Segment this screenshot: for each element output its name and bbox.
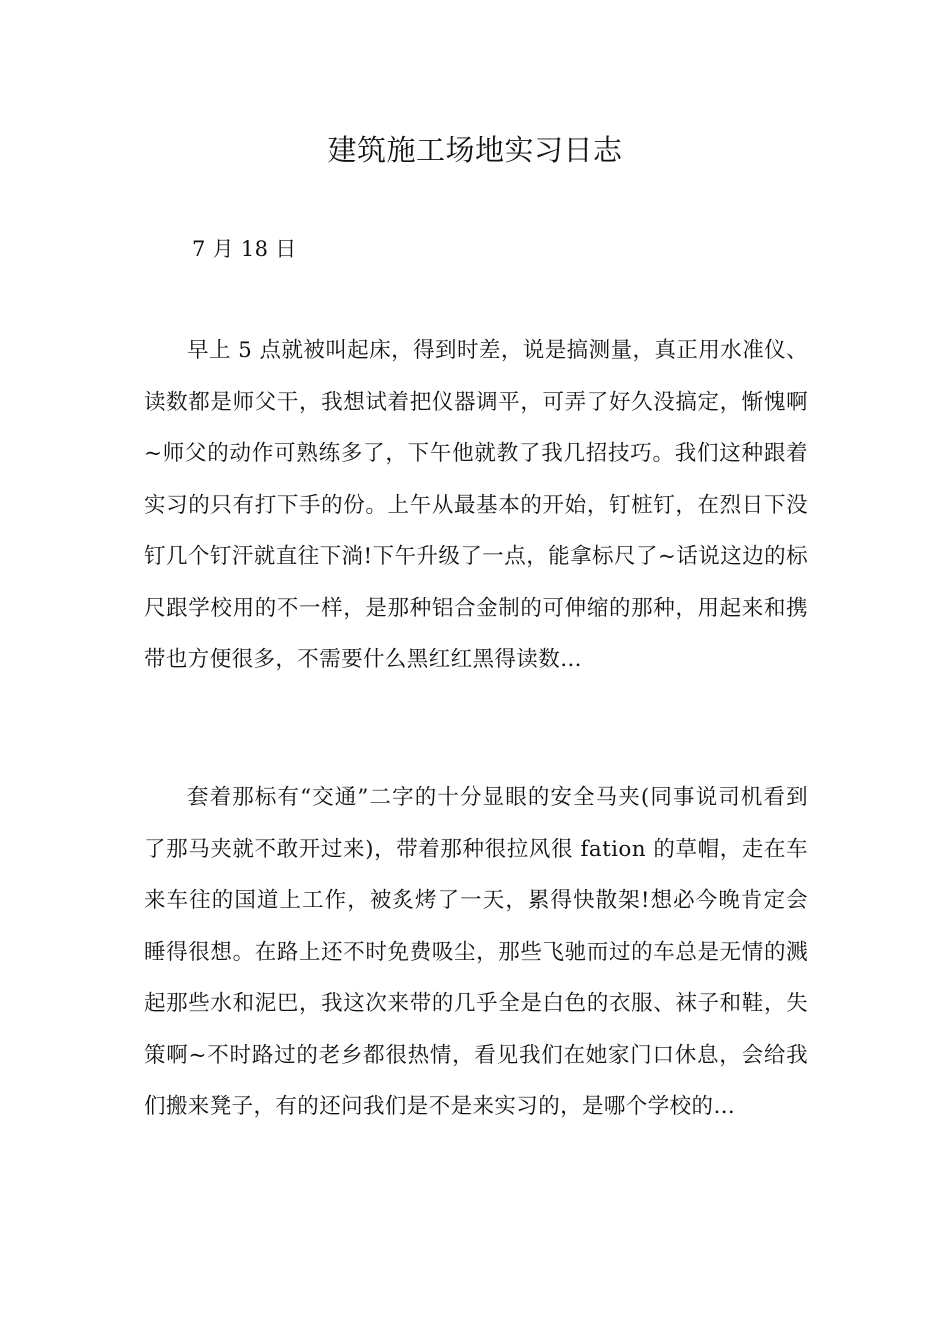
entry-date: 7 月 18 日 [192,237,297,261]
paragraph-2: 套着那标有“交通”二字的十分显眼的安全马夹(同事说司机看到了那马夹就不敢开过来)，带着那种很拉风很 fation 的草帽，走在车来车往的国道上工作，被炙烤了一天，累得快散架!想必今晚肯定会睡得很想。在路上还不时免费吸尘，那些飞驰而过的车总是无情的溅起那些水和泥巴，我这次来带的几乎全是白色的衣服、袜子和鞋，失策啊~不时路过的老乡都很热情，看见我们在她家门口休息，会给我们搬来凳子，有的还问我们是不是来实习的，是哪个学校的… [144,785,808,1119]
document-title: 建筑施工场地实习日志 [327,133,623,167]
paragraph-1: 早上 5 点就被叫起床，得到时差，说是搞测量，真正用水准仪、读数都是师父干，我想试着把仪器调平，可弄了好久没搞定，惭愧啊~师父的动作可熟练多了，下午他就教了我几招技巧。我们这种跟着实习的只有打下手的份。上午从最基本的开始，钉桩钉，在烈日下没钉几个钉汗就直往下淌!下午升级了一点，能拿标尺了~话说这边的标尺跟学校用的不一样，是那种铝合金制的可伸缩的那种，用起来和携带也方便很多，不需要什么黑红红黑得读数… [144,338,808,672]
